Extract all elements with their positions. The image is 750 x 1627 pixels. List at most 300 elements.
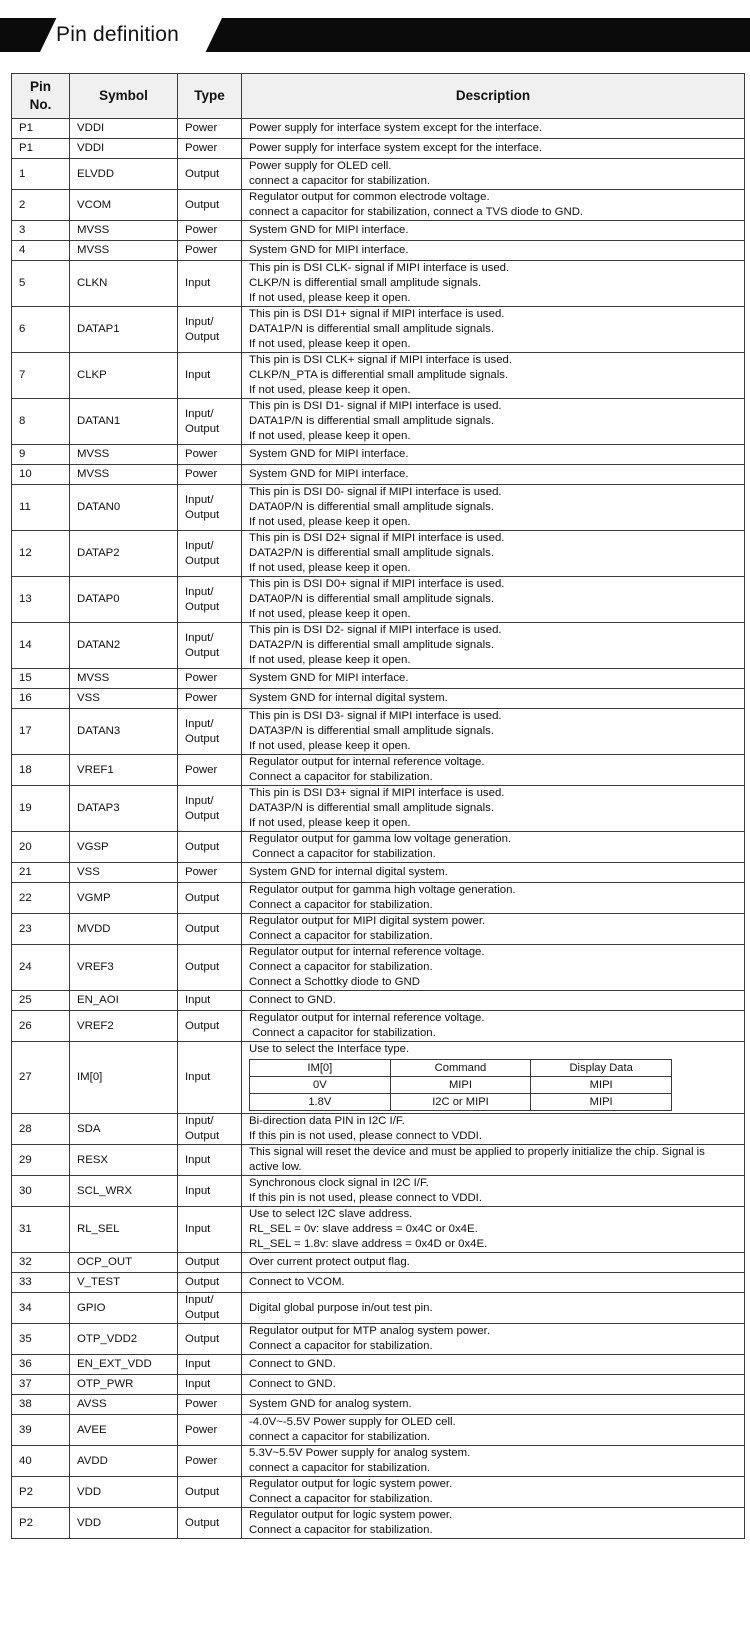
table-row [12,1145,745,1176]
type-line: Input/ [185,539,214,552]
pin-type [178,1355,242,1375]
description-line: System GND for MIPI interface. [249,448,409,460]
description-line: DATA0P/N is differential small amplitude signals. [249,593,494,605]
table-row [12,577,745,623]
description-line: System GND for internal digital system. [249,692,448,704]
interface-type-cell: MIPI [531,1094,672,1111]
description-line: Regulator output for internal reference voltage. [249,756,485,768]
pin-number: 3 [12,221,70,241]
description-line: Connect a capacitor for stabilization. [249,1027,436,1039]
description-line: If not used, please keep it open. [249,654,411,666]
description-line: Connect a capacitor for stabilization. [249,961,433,973]
type-line: Output [185,646,220,659]
table-row [12,190,745,221]
type-line: Power [185,448,218,460]
description-line: This pin is DSI D0+ signal if MIPI interface is used. [249,578,505,590]
header-symbol: Symbol [70,74,178,119]
description-line: Regulator output for gamma high voltage generation. [249,884,516,896]
description-line: DATA1P/N is differential small amplitude signals. [249,323,494,335]
pin-number: 1 [12,159,70,190]
table-row [12,1477,745,1508]
type-line: Output [185,732,220,745]
type-line: Output [185,508,220,521]
table-row [12,786,745,832]
table-row [12,221,745,241]
pin-symbol: RL_SEL [70,1207,178,1253]
table-row [12,119,745,139]
pin-table [11,73,745,1539]
table-row [12,689,745,709]
pin-number: 29 [12,1145,70,1176]
type-line: Power [185,1423,218,1436]
description-line: DATA0P/N is differential small amplitude signals. [249,501,494,513]
table-row [12,261,745,307]
table-row [12,399,745,445]
pin-symbol: VSS [70,689,178,709]
pin-type [178,445,242,465]
description-line: This pin is DSI D3- signal if MIPI interface is used. [249,710,502,722]
description-line: CLKP/N is differential small amplitude signals. [249,277,482,289]
pin-description [242,531,745,577]
pin-symbol: MVSS [70,241,178,261]
pin-number: 32 [12,1253,70,1273]
description-line: 5.3V~5.5V Power supply for analog system. [249,1447,471,1459]
description-line: If not used, please keep it open. [249,384,411,396]
table-row [12,1355,745,1375]
pin-description [242,689,745,709]
table-row [12,139,745,159]
description-line: active low. [249,1161,302,1173]
pin-type [178,1375,242,1395]
table-header [12,74,745,119]
description-line: This pin is DSI D2+ signal if MIPI interface is used. [249,532,505,544]
pin-symbol: DATAP0 [70,577,178,623]
description-line: Connect a capacitor for stabilization. [249,1340,433,1352]
pin-number: P2 [12,1477,70,1508]
pin-symbol: VREF3 [70,945,178,991]
table-row [12,1253,745,1273]
type-line: Power [185,468,218,480]
pin-symbol: MVSS [70,221,178,241]
table-row [12,1273,745,1293]
description-line: Connect to GND. [249,1378,336,1390]
pin-description [242,241,745,261]
description-line: If not used, please keep it open. [249,608,411,620]
description-line: Regulator output for gamma low voltage generation. [249,833,512,845]
pin-number: 35 [12,1324,70,1355]
pin-description [242,832,745,863]
description-line: Regulator output for logic system power. [249,1509,453,1521]
pin-type [178,1114,242,1145]
description-line: This signal will reset the device and must be applied to properly initialize the chip. Signal is [249,1146,705,1158]
type-line: Input/ [185,1294,214,1306]
type-line: Output [185,961,220,973]
description-line: Connect to GND. [249,1358,336,1370]
pin-symbol: DATAP2 [70,531,178,577]
pin-number: 34 [12,1293,70,1324]
pin-description [242,445,745,465]
pin-number: 38 [12,1395,70,1415]
description-line: System GND for MIPI interface. [249,244,409,256]
type-line: Power [185,866,218,878]
pin-number: 17 [12,709,70,755]
section-title: Pin definition [56,23,180,46]
table-row [12,832,745,863]
interface-type-row [250,1060,672,1077]
type-line: Output [185,922,220,935]
description-line: This pin is DSI D3+ signal if MIPI interface is used. [249,787,505,799]
type-line: Output [185,330,220,343]
table-row [12,1415,745,1446]
description-line: If not used, please keep it open. [249,562,411,574]
table-row [12,709,745,755]
type-line: Input/ [185,717,214,730]
pin-type [178,1011,242,1042]
pin-type [178,353,242,399]
pin-description [242,1293,745,1324]
pin-number: 12 [12,531,70,577]
pin-number: P1 [12,119,70,139]
pin-type [178,991,242,1011]
description-line: If this pin is not used, please connect to VDDI. [249,1192,483,1204]
description-line: -4.0V~-5.5V Power supply for OLED cell. [249,1416,456,1428]
pin-symbol: MVSS [70,669,178,689]
type-line: Output [185,554,220,567]
table-row [12,863,745,883]
type-line: Power [185,1454,218,1467]
description-line: Connect a capacitor for stabilization. [249,930,433,942]
pin-number: 33 [12,1273,70,1293]
description-line: If not used, please keep it open. [249,740,411,752]
type-line: Output [185,1019,220,1032]
table-row [12,1375,745,1395]
table-row [12,1042,745,1114]
description-line: Use to select I2C slave address. [249,1208,413,1220]
table-row [12,1207,745,1253]
pin-type [178,1293,242,1324]
pin-number: P2 [12,1508,70,1539]
description-line: Connect to VCOM. [249,1276,345,1288]
interface-type-row [250,1077,672,1094]
description-line: Bi-direction data PIN in I2C I/F. [249,1115,405,1127]
table-row [12,1446,745,1477]
description-line: If this pin is not used, please connect to VDDI. [249,1130,483,1142]
pin-type [178,1324,242,1355]
type-line: Output [185,840,220,853]
pin-type [178,1042,242,1114]
pin-symbol: DATAN3 [70,709,178,755]
table-row [12,1324,745,1355]
pin-type [178,709,242,755]
pin-type [178,307,242,353]
type-line: Output [185,809,220,822]
pin-description [242,709,745,755]
pin-type [178,577,242,623]
table-row [12,465,745,485]
pin-type [178,190,242,221]
type-line: Input/ [185,585,214,598]
pin-symbol: VREF1 [70,755,178,786]
pin-description [242,159,745,190]
pin-symbol: OTP_PWR [70,1375,178,1395]
interface-type-cell: 0V [250,1077,391,1094]
description-line: Connect a Schottky diode to GND [249,976,420,988]
description-line: connect a capacitor for stabilization. [249,1462,431,1474]
pin-description [242,1176,745,1207]
pin-type [178,1253,242,1273]
pin-type [178,689,242,709]
type-line: Output [185,167,220,180]
description-line: System GND for MIPI interface. [249,468,409,480]
type-line: Input [185,1071,211,1083]
pin-symbol: EN_EXT_VDD [70,1355,178,1375]
pin-type [178,1477,242,1508]
pin-symbol: AVEE [70,1415,178,1446]
pin-description [242,307,745,353]
table-row [12,755,745,786]
type-line: Output [185,600,220,613]
pin-description [242,465,745,485]
description-line: This pin is DSI D0- signal if MIPI interface is used. [249,486,502,498]
description-line: DATA3P/N is differential small amplitude signals. [249,725,494,737]
pin-symbol: VGSP [70,832,178,863]
pin-symbol: MVSS [70,445,178,465]
table-row [12,531,745,577]
interface-type-cell: 1.8V [250,1094,391,1111]
description-line: Connect a capacitor for stabilization. [249,899,433,911]
table-row [12,991,745,1011]
pin-type [178,485,242,531]
description-line: connect a capacitor for stabilization. [249,175,431,187]
pin-number: 37 [12,1375,70,1395]
description-line: DATA3P/N is differential small amplitude signals. [249,802,494,814]
description-line: System GND for MIPI interface. [249,672,409,684]
pin-type [178,914,242,945]
description-line: RL_SEL = 0v: slave address = 0x4C or 0x4E. [249,1223,478,1235]
pin-type [178,669,242,689]
pin-number: P1 [12,139,70,159]
type-line: Power [185,142,218,154]
table-row [12,883,745,914]
table-row [12,1395,745,1415]
pin-number: 14 [12,623,70,669]
pin-description [242,1355,745,1375]
pin-type [178,1395,242,1415]
pin-description [242,1375,745,1395]
description-line: Connect a capacitor for stabilization. [249,1524,433,1536]
description-line: CLKP/N_PTA is differential small amplitude signals. [249,369,509,381]
pin-symbol: DATAP1 [70,307,178,353]
table-row [12,445,745,465]
pin-symbol: VGMP [70,883,178,914]
pin-symbol: V_TEST [70,1273,178,1293]
header-pin-no: Pin No. [12,74,70,119]
pin-type [178,623,242,669]
pin-type [178,786,242,832]
pin-number: 19 [12,786,70,832]
description-line: Digital global purpose in/out test pin. [249,1301,433,1314]
pin-type [178,755,242,786]
type-line: Output [185,1309,220,1321]
interface-type-cell: MIPI [531,1077,672,1094]
type-line: Output [185,1516,220,1529]
pin-type [178,465,242,485]
pin-symbol: CLKP [70,353,178,399]
pin-type [178,863,242,883]
header-description: Description [242,74,745,119]
description-line: System GND for MIPI interface. [249,224,409,236]
interface-type-cell: Command [390,1060,531,1077]
description-line: Connect a capacitor for stabilization. [249,771,433,783]
pin-number: 28 [12,1114,70,1145]
table-row [12,1176,745,1207]
pin-symbol: VDD [70,1477,178,1508]
pin-type [178,1207,242,1253]
description-line: This pin is DSI D2- signal if MIPI interface is used. [249,624,502,636]
description-line: Over current protect output flag. [249,1256,410,1268]
description-line: Connect a capacitor for stabilization. [249,1493,433,1505]
pin-number: 15 [12,669,70,689]
pin-number: 24 [12,945,70,991]
description-line: Use to select the Interface type. [249,1043,410,1055]
description-line: This pin is DSI D1+ signal if MIPI interface is used. [249,308,505,320]
pin-symbol: MVSS [70,465,178,485]
pin-description [242,945,745,991]
table-row [12,307,745,353]
pin-number: 25 [12,991,70,1011]
pin-symbol: AVDD [70,1446,178,1477]
description-line: DATA2P/N is differential small amplitude signals. [249,639,494,651]
pin-description [242,786,745,832]
type-line: Input [185,1223,211,1235]
description-line: This pin is DSI CLK+ signal if MIPI interface is used. [249,354,513,366]
table-row [12,485,745,531]
pin-symbol: ELVDD [70,159,178,190]
pin-number: 36 [12,1355,70,1375]
table-row [12,914,745,945]
pin-type [178,261,242,307]
type-line: Input [185,994,211,1006]
description-line: DATA1P/N is differential small amplitude signals. [249,415,494,427]
pin-symbol: VDDI [70,139,178,159]
pin-description [242,221,745,241]
pin-description [242,1145,745,1176]
pin-type [178,241,242,261]
table-row [12,353,745,399]
type-line: Output [185,198,220,211]
pin-description [242,190,745,221]
pin-number: 40 [12,1446,70,1477]
pin-description [242,1011,745,1042]
pin-number: 6 [12,307,70,353]
pin-description [242,1508,745,1539]
pin-symbol: VCOM [70,190,178,221]
pin-description [242,1207,745,1253]
type-line: Output [185,1256,220,1268]
pin-number: 22 [12,883,70,914]
description-line: Regulator output for internal reference voltage. [249,946,485,958]
pin-type [178,1446,242,1477]
pin-symbol: SCL_WRX [70,1176,178,1207]
description-line: System GND for internal digital system. [249,866,448,878]
pin-description [242,139,745,159]
pin-number: 16 [12,689,70,709]
pin-number: 5 [12,261,70,307]
type-line: Power [185,224,218,236]
type-line: Output [185,1485,220,1498]
type-line: Power [185,122,218,134]
pin-description [242,1042,745,1114]
pin-description [242,623,745,669]
pin-description [242,669,745,689]
pin-symbol: OTP_VDD2 [70,1324,178,1355]
pin-number: 30 [12,1176,70,1207]
pin-symbol: DATAN1 [70,399,178,445]
interface-type-row [250,1094,672,1111]
pin-symbol: CLKN [70,261,178,307]
table-row [12,1011,745,1042]
pin-symbol: IM[0] [70,1042,178,1114]
description-line: If not used, please keep it open. [249,516,411,528]
pin-symbol: VDD [70,1508,178,1539]
type-line: Output [185,1130,220,1142]
pin-description [242,1395,745,1415]
description-line: connect a capacitor for stabilization, connect a TVS diode to GND. [249,206,584,218]
type-line: Output [185,891,220,904]
pin-symbol: DATAN2 [70,623,178,669]
pin-type [178,1145,242,1176]
description-line: Regulator output for logic system power. [249,1478,453,1490]
description-line: Connect a capacitor for stabilization. [249,848,436,860]
pin-description [242,1273,745,1293]
pin-type [178,945,242,991]
pin-symbol: RESX [70,1145,178,1176]
table-row [12,623,745,669]
description-line: Connect to GND. [249,994,336,1006]
interface-type-table [249,1059,672,1111]
type-line: Input [185,277,211,289]
pin-description [242,353,745,399]
pin-number: 2 [12,190,70,221]
type-line: Input/ [185,407,214,420]
description-line: Power supply for interface system except for the interface. [249,122,543,134]
description-line: DATA2P/N is differential small amplitude signals. [249,547,494,559]
interface-type-cell: Display Data [531,1060,672,1077]
type-line: Input [185,1184,211,1197]
type-line: Input [185,1358,211,1370]
description-line: Synchronous clock signal in I2C I/F. [249,1177,429,1189]
pin-type [178,1508,242,1539]
type-line: Input/ [185,794,214,807]
table-body [12,119,745,1539]
pin-symbol: VREF2 [70,1011,178,1042]
table-row [12,1508,745,1539]
pin-number: 11 [12,485,70,531]
description-line: This pin is DSI CLK- signal if MIPI interface is used. [249,262,510,274]
pin-number: 10 [12,465,70,485]
pin-symbol: DATAP3 [70,786,178,832]
pin-description [242,991,745,1011]
interface-type-cell: IM[0] [250,1060,391,1077]
pin-symbol: VSS [70,863,178,883]
pin-number: 18 [12,755,70,786]
description-line: Power supply for OLED cell. [249,160,392,172]
pin-type [178,1273,242,1293]
interface-type-cell: MIPI [390,1077,531,1094]
pin-type [178,1176,242,1207]
type-line: Power [185,1398,218,1410]
type-line: Power [185,692,218,704]
